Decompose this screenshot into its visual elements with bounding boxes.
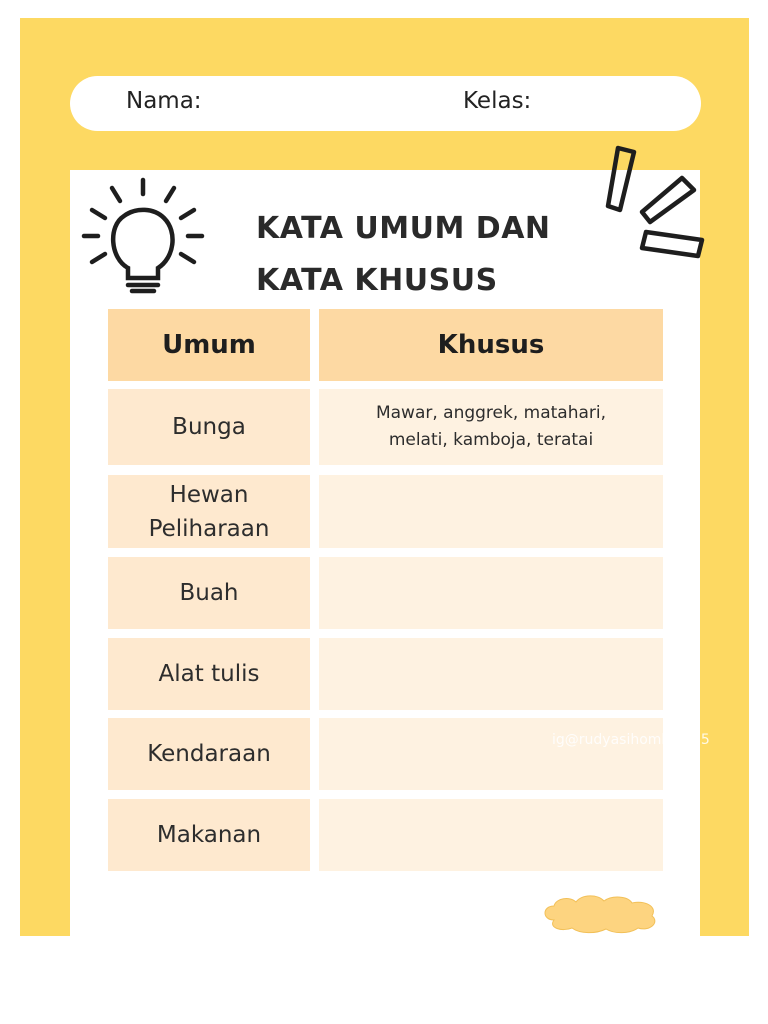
table-row-umum: Makanan [108, 799, 310, 871]
table-row-khusus[interactable] [319, 718, 663, 790]
khusus-line-2: melati, kamboja, teratai [388, 430, 594, 450]
header-khusus: Khusus [319, 309, 663, 381]
table-row-umum: Bunga [108, 389, 310, 465]
umum-line-2: Peliharaan [148, 515, 270, 542]
name-class-bar [70, 76, 701, 131]
name-label: Nama: [126, 88, 202, 114]
table-row-khusus[interactable] [319, 475, 663, 548]
table-row-khusus[interactable] [319, 638, 663, 710]
table-row-umum [108, 475, 310, 548]
umum-line-1: Hewan [169, 481, 249, 508]
table-row-umum: Kendaraan [108, 718, 310, 790]
table-row-khusus [319, 389, 663, 465]
cloud-shape-icon [540, 894, 662, 934]
table-row-umum: Buah [108, 557, 310, 629]
watermark: ig@rudyasihombing25 [552, 732, 710, 748]
title-line-2: KATA KHUSUS [256, 263, 498, 298]
table-row-khusus[interactable] [319, 557, 663, 629]
class-label: Kelas: [463, 88, 532, 114]
table-row-umum: Alat tulis [108, 638, 310, 710]
header-umum: Umum [108, 309, 310, 381]
title-line-1: KATA UMUM DAN [256, 211, 551, 246]
lightbulb-icon [78, 174, 208, 299]
page-title [256, 203, 616, 307]
khusus-line-1: Mawar, anggrek, matahari, [375, 403, 607, 423]
table-row-khusus[interactable] [319, 799, 663, 871]
